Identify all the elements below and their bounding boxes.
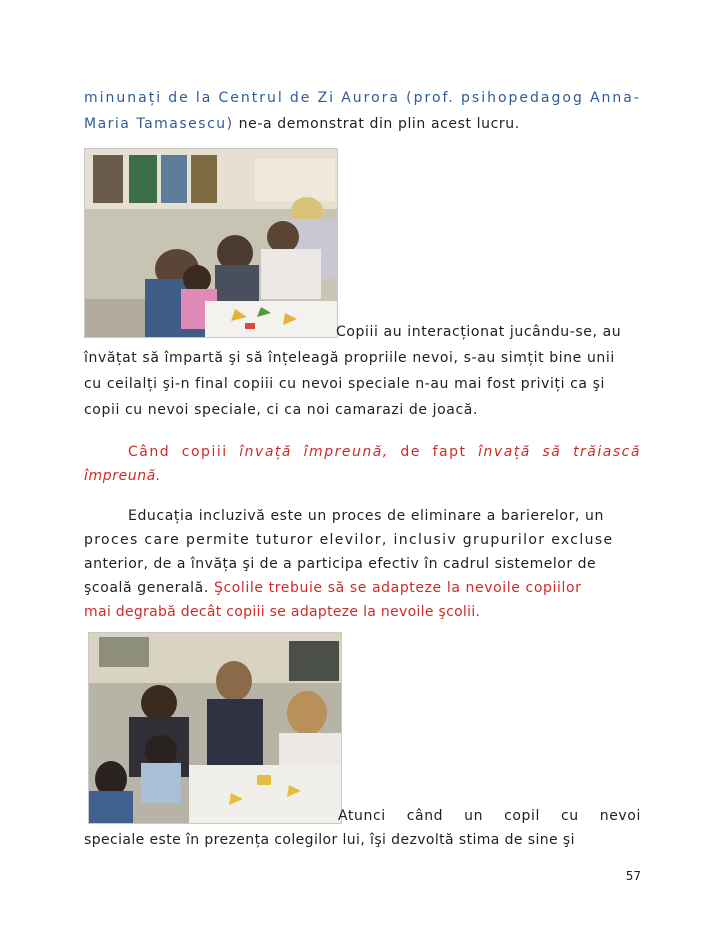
word: Centrul [218, 90, 284, 106]
text: ne-a demonstrat din plin acest lucru. [233, 116, 520, 132]
text: şcoală generală. [84, 580, 214, 596]
word: copiii [181, 444, 228, 460]
para2-line4: copii cu nevoi speciale, ci ca noi camarazi de joacă. [84, 402, 479, 418]
word: Aurora [341, 90, 400, 106]
word: Anna- [589, 90, 641, 106]
para3-line1 [128, 441, 641, 463]
word: minunați [84, 90, 163, 106]
word: Atunci [338, 808, 386, 824]
word: copil [504, 808, 540, 824]
para1-line1 [84, 87, 641, 109]
word: învață [239, 444, 292, 460]
word: împreună, [303, 444, 389, 460]
para2-line3: cu ceilalți şi-n final copiii cu nevoi speciale n-au mai fost priviți ca şi [84, 376, 606, 392]
para5-line1 [338, 805, 641, 827]
word: învață [478, 444, 531, 460]
word: când [406, 808, 444, 824]
word: de [400, 444, 421, 460]
word: Zi [317, 90, 336, 106]
para5-line2: speciale este în prezența colegilor lui, îşi dezvoltă stima de sine şi [84, 832, 575, 848]
word: de [168, 90, 190, 106]
para3-line2: împreună. [84, 468, 161, 484]
para4-line1: Educația incluzivă este un proces de eliminare a barierelor, un [128, 508, 604, 524]
word: psihopedagog [461, 90, 584, 106]
word: un [464, 808, 484, 824]
word: trăiască [573, 444, 641, 460]
word: de [289, 90, 312, 106]
word: să [542, 444, 562, 460]
para4-line2: proces care permite tuturor elevilor, inclusiv grupurilor excluse [84, 532, 614, 548]
para2-line2: învățat să împartă şi să înțeleagă propriile nevoi, s-au simțit bine unii [84, 350, 615, 366]
para4-line4 [84, 577, 641, 599]
word: fapt [432, 444, 467, 460]
photo-children-table [84, 148, 338, 338]
page-number: 57 [625, 869, 641, 883]
blue-text: Maria Tamasescu) [84, 116, 234, 132]
para4-line3: anterior, de a învăța şi de a participa efectiv în cadrul sistemelor de [84, 556, 597, 572]
word: la [195, 90, 213, 106]
para4-line5: mai degrabă decât copiii se adapteze la nevoile şcolii. [84, 604, 481, 620]
word: nevoi [599, 808, 641, 824]
word: cu [560, 808, 579, 824]
photo-teacher-children [88, 632, 342, 824]
word: (prof. [406, 90, 455, 106]
red-text: Şcolile trebuie să se adapteze la nevoile copiilor [213, 580, 582, 596]
word: Când [128, 444, 171, 460]
para2-line1: Copiii au interacționat jucându-se, au [336, 324, 622, 340]
para1-line2 [84, 113, 641, 135]
